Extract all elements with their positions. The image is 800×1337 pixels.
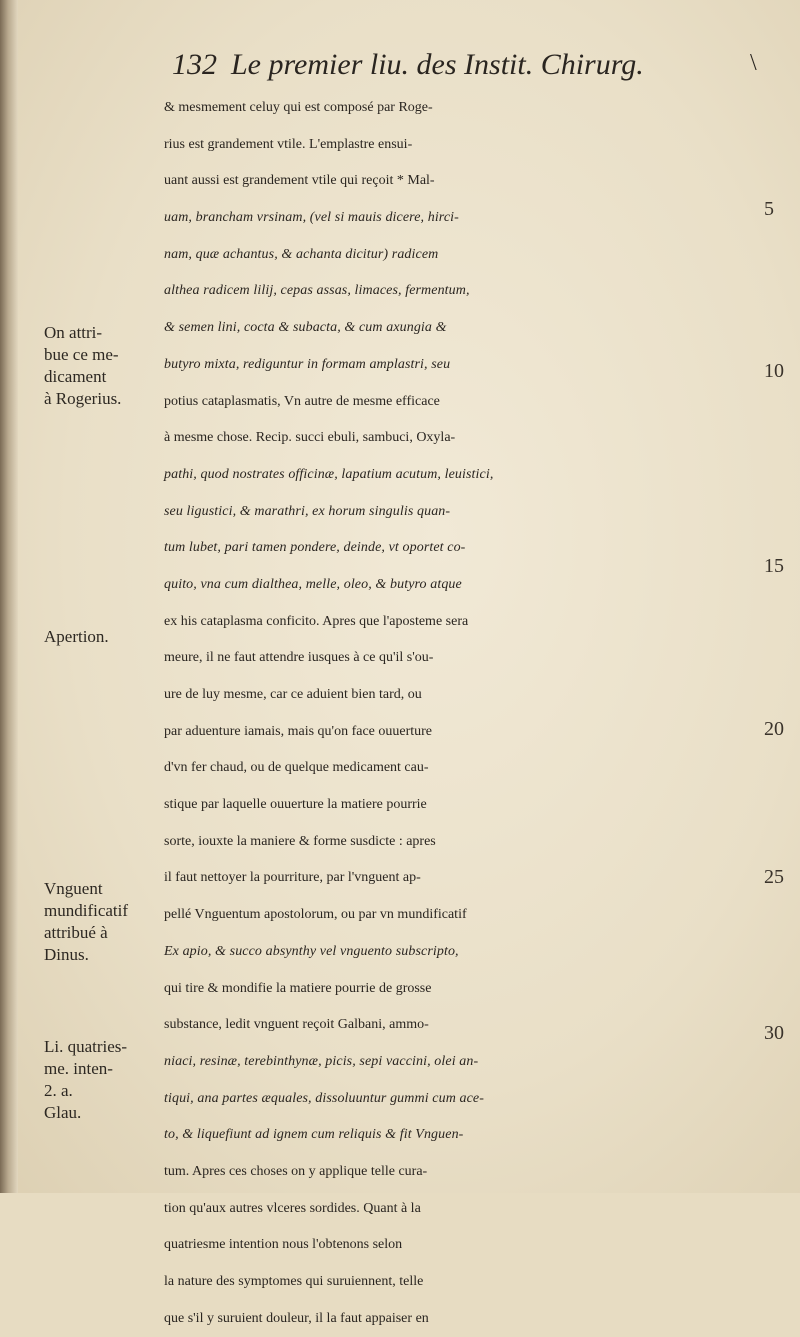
margin-note-line: Glau. bbox=[44, 1103, 82, 1122]
margin-note-apertion bbox=[44, 626, 166, 648]
text-line: rius est grandement vtile. L'emplastre ensui- bbox=[164, 136, 413, 152]
text-line: quatriesme intention nous l'obtenons selon bbox=[164, 1237, 403, 1253]
text-line: butyro mixta, rediguntur in formam amplastri, seu bbox=[164, 356, 451, 372]
text-line: nam, quæ achantus, & achanta dicitur) radicem bbox=[164, 246, 439, 262]
text-line: tiqui, ana partes æquales, dissoluuntur gummi cum ace- bbox=[164, 1090, 484, 1106]
margin-note-line: Vnguent bbox=[44, 879, 103, 898]
folio-number: 132 bbox=[172, 48, 217, 81]
line-number: 10 bbox=[764, 360, 784, 382]
text-line: stique par laquelle ouuerture la matiere pourrie bbox=[164, 797, 427, 813]
line-number: 5 bbox=[764, 198, 774, 220]
margin-note-rogerius bbox=[44, 322, 166, 410]
margin-note-line: dicament bbox=[44, 367, 107, 386]
text-line: pellé Vnguentum apostolorum, ou par vn mundificatif bbox=[164, 907, 467, 923]
text-line: la nature des symptomes qui suruiennent, telle bbox=[164, 1274, 424, 1289]
margin-note-line: mundificatif bbox=[44, 901, 129, 920]
text-line: uant aussi est grandement vtile qui reçoit * Mal- bbox=[164, 173, 435, 189]
margin-note-quatriesme bbox=[44, 1036, 166, 1124]
text-line: sorte, iouxte la maniere & forme susdicte : apres bbox=[164, 833, 436, 849]
margin-note-line: attribué à bbox=[44, 923, 108, 942]
running-header bbox=[172, 48, 772, 88]
text-line: Ex apio, & succo absynthy vel vnguento subscripto, bbox=[164, 943, 459, 959]
margin-note-line: bue ce me- bbox=[44, 345, 119, 364]
text-line: qui tire & mondifie la matiere pourrie de grosse bbox=[164, 980, 432, 996]
text-line: althea radicem lilij, cepas assas, limaces, fermentum, bbox=[164, 283, 470, 299]
text-line: à mesme chose. Recip. succi ebuli, sambuci, Oxyla- bbox=[164, 430, 456, 446]
text-line: quito, vna cum dialthea, melle, oleo, & butyro atque bbox=[164, 576, 462, 592]
text-line: niaci, resinæ, terebinthynæ, picis, sepi vaccini, olei an- bbox=[164, 1053, 479, 1069]
line-number: 30 bbox=[764, 1022, 784, 1044]
body-text bbox=[164, 90, 764, 1337]
margin-note-line: me. inten- bbox=[44, 1059, 113, 1078]
margin-note-line: On attri- bbox=[44, 323, 103, 342]
margin-note-line: à Rogerius. bbox=[44, 389, 122, 408]
text-line: tum. Apres ces choses on y applique telle cura- bbox=[164, 1163, 428, 1179]
line-number: 25 bbox=[764, 866, 784, 888]
text-line: pathi, quod nostrates officinæ, lapatium acutum, leuistici, bbox=[164, 466, 494, 482]
text-line: tion qu'aux autres vlceres sordides. Quant à la bbox=[164, 1200, 421, 1216]
text-line: & semen lini, cocta & subacta, & cum axungia & bbox=[164, 320, 447, 336]
text-line: meure, il ne faut attendre iusques à ce qu'il s'ou- bbox=[164, 650, 434, 666]
line-number: 20 bbox=[764, 718, 784, 740]
margin-note-line: Li. quatries- bbox=[44, 1037, 128, 1056]
text-line: ex his cataplasma conficito. Apres que l'aposteme sera bbox=[164, 613, 469, 629]
line-number: 15 bbox=[764, 555, 784, 577]
running-title: Le premier liu. des Instit. Chirurg. bbox=[231, 48, 644, 81]
text-line: ure de luy mesme, car ce aduient bien tard, ou bbox=[164, 687, 422, 702]
margin-note-line: Apertion. bbox=[44, 627, 109, 646]
text-line: potius cataplasmatis, Vn autre de mesme efficace bbox=[164, 393, 440, 409]
text-line: substance, ledit vnguent reçoit Galbani, ammo- bbox=[164, 1017, 429, 1033]
text-line: & mesmement celuy qui est composé par Roge- bbox=[164, 100, 433, 115]
text-line: to, & liquefiunt ad ignem cum reliquis & fit Vnguen- bbox=[164, 1127, 464, 1143]
page-spine-shadow bbox=[0, 0, 18, 1193]
margin-note-vnguent bbox=[44, 878, 166, 966]
margin-note-line: 2. a. bbox=[44, 1081, 73, 1100]
text-line: que s'il y suruient douleur, il la faut appaiser en bbox=[164, 1310, 429, 1326]
text-line: par aduenture iamais, mais qu'on face ouuerture bbox=[164, 723, 433, 739]
text-line: tum lubet, pari tamen pondere, deinde, vt oportet co- bbox=[164, 540, 466, 556]
text-line: d'vn fer chaud, ou de quelque medicament cau- bbox=[164, 760, 429, 776]
margin-note-line: Dinus. bbox=[44, 945, 89, 964]
text-line: il faut nettoyer la pourriture, par l'vnguent ap- bbox=[164, 870, 421, 886]
text-line: uam, brancham vrsinam, (vel si mauis dicere, hirci- bbox=[164, 210, 459, 226]
corner-mark: \ bbox=[750, 50, 757, 76]
text-line: seu ligustici, & marathri, ex horum singulis quan- bbox=[164, 503, 451, 519]
